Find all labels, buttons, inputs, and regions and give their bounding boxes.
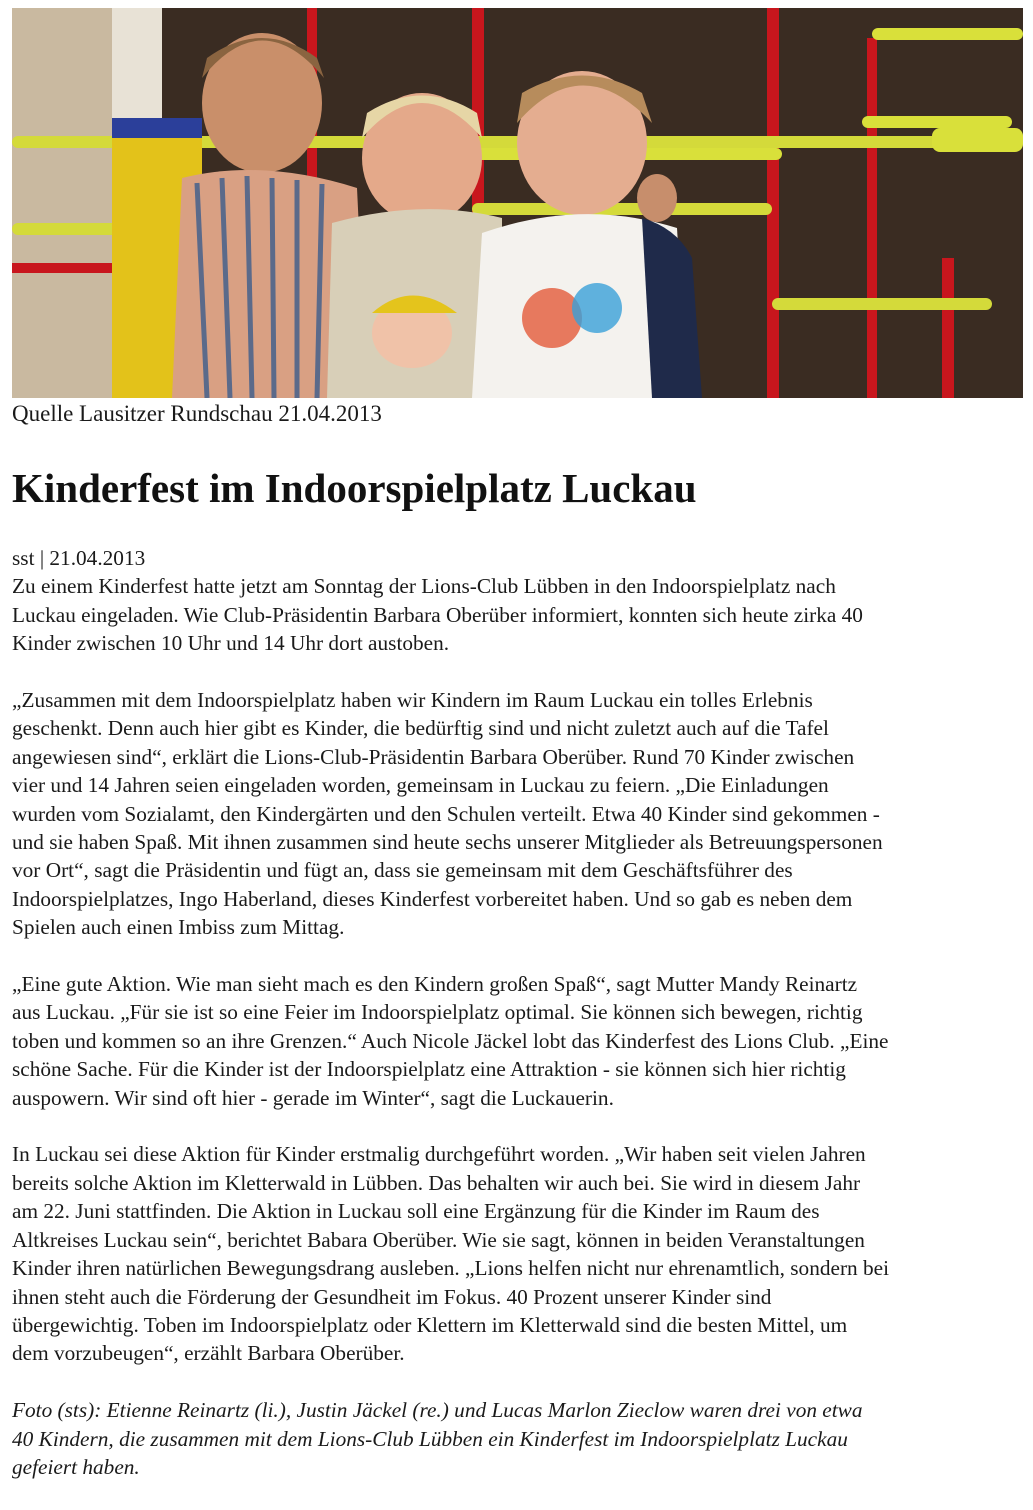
text-line: angewiesen sind“, erklärt die Lions-Club-Präsidentin Barbara Oberüber. Rund 70 Kinder zwischen — [12, 744, 855, 769]
paragraph-future-events — [12, 1140, 1030, 1367]
text-line: toben und kommen so an ihre Grenzen.“ Auch Nicole Jäckel lobt das Kinderfest des Lions Club. „Eine — [12, 1028, 889, 1053]
text-line: ihnen steht auch die Förderung der Gesundheit im Fokus. 40 Prozent unserer Kinder sind — [12, 1284, 772, 1309]
article-body — [12, 544, 1030, 1510]
caption-line: Foto (sts): Etienne Reinartz (li.), Justin Jäckel (re.) und Lucas Marlon Zieclow waren drei von etwa — [12, 1398, 863, 1423]
text-line: Zu einem Kinderfest hatte jetzt am Sonntag der Lions-Club Lübben in den Indoorspielplatz nach — [12, 574, 836, 599]
text-line: geschenkt. Denn auch hier gibt es Kinder, die bedürftig sind und nicht zuletzt auch auf die Tafel — [12, 716, 829, 741]
text-line: vier und 14 Jahren seien eingeladen worden, gemeinsam in Luckau zu feiern. „Die Einladungen — [12, 773, 829, 798]
text-line: vor Ort“, sagt die Präsidentin und fügt an, dass sie gemeinsam mit dem Geschäftsführer des — [12, 858, 793, 883]
text-line: Kinder ihren natürlichen Bewegungsdrang ausleben. „Lions helfen nicht nur ehrenamtlich, sondern bei — [12, 1256, 890, 1281]
byline: sst | 21.04.2013 — [12, 546, 146, 570]
text-line: „Eine gute Aktion. Wie man sieht mach es den Kindern großen Spaß“, sagt Mutter Mandy Reinartz — [12, 972, 858, 997]
source-line: Quelle Lausitzer Rundschau 21.04.2013 — [12, 401, 382, 426]
text-line: aus Luckau. „Für sie ist so eine Feier im Indoorspielplatz optimal. Sie können sich bewegen, richtig — [12, 1000, 863, 1025]
article-photo — [12, 8, 1023, 398]
photo-caption — [12, 1396, 1030, 1481]
text-line: Altkreises Luckau sein“, berichtet Babara Oberüber. Wie sie sagt, können in beiden Veranstaltungen — [12, 1227, 865, 1252]
text-line: bereits solche Aktion im Kletterwald in Lübben. Das behalten wir auch bei. Sie wird in diesem Jahr — [12, 1170, 861, 1195]
text-line: schöne Sache. Für die Kinder ist der Indoorspielplatz eine Attraktion - sie können sich hier richtig — [12, 1057, 846, 1082]
article-headline: Kinderfest im Indoorspielplatz Luckau — [12, 465, 697, 511]
kids-playground-photo — [12, 8, 1023, 398]
paragraph-quote-president — [12, 686, 1030, 942]
text-line: Kinder zwischen 10 Uhr und 14 Uhr dort austoben. — [12, 631, 450, 656]
paragraph-intro — [12, 544, 1030, 658]
text-line: „Zusammen mit dem Indoorspielplatz haben wir Kindern im Raum Luckau ein tolles Erlebnis — [12, 688, 813, 713]
text-line: auspowern. Wir sind oft hier - gerade im Winter“, sagt die Luckauerin. — [12, 1085, 614, 1110]
text-line: und sie haben Spaß. Mit ihnen zusammen sind heute sechs unserer Mitglieder als Betreuungspersonen — [12, 830, 883, 855]
text-line: Indoorspielplatzes, Ingo Haberland, dieses Kinderfest vorbereitet haben. Und so gab es neben dem — [12, 886, 853, 911]
text-line: Spielen auch einen Imbiss zum Mittag. — [12, 915, 345, 940]
text-line: In Luckau sei diese Aktion für Kinder erstmalig durchgeführt worden. „Wir haben seit vielen Jahren — [12, 1142, 866, 1167]
paragraph-quote-parents — [12, 970, 1030, 1112]
caption-line: gefeiert haben. — [12, 1454, 140, 1479]
text-line: am 22. Juni stattfinden. Die Aktion in Luckau soll eine Ergänzung für die Kinder im Raum des — [12, 1199, 820, 1224]
text-line: dem vorzubeugen“, erzählt Barbara Oberüber. — [12, 1341, 405, 1366]
caption-line: 40 Kindern, die zusammen mit dem Lions-Club Lübben ein Kinderfest im Indoorspielplatz Luckau — [12, 1426, 848, 1451]
text-line: übergewichtig. Toben im Indoorspielplatz oder Klettern im Kletterwald sind die besten Mittel, um — [12, 1312, 848, 1337]
text-line: Luckau eingeladen. Wie Club-Präsidentin Barbara Oberüber informiert, konnten sich heute zirka 40 — [12, 602, 863, 627]
text-line: wurden vom Sozialamt, den Kindergärten und den Schulen verteilt. Etwa 40 Kinder sind gekommen - — [12, 801, 880, 826]
